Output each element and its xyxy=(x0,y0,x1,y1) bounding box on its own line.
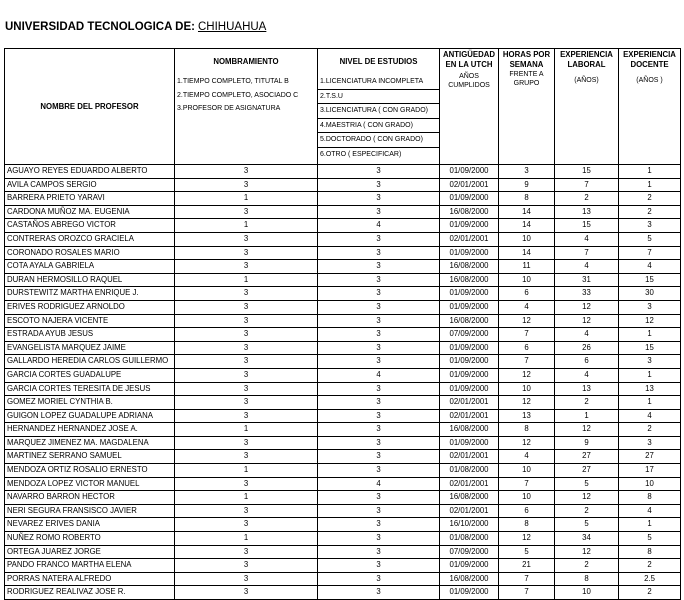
col-header-nombramiento xyxy=(175,49,318,165)
estudios-option: 4.MAESTRIA ( CON GRADO) xyxy=(318,119,439,134)
exp-laboral-value: 1 xyxy=(555,409,619,423)
nombramiento-value: 3 xyxy=(175,178,318,192)
exp-docente-value: 2.5 xyxy=(619,572,681,586)
col-header-exp-docente xyxy=(619,49,681,165)
exp-docente-value: 4 xyxy=(619,409,681,423)
horas-sub: FRENTE A GRUPO xyxy=(509,71,544,87)
university-city: CHIHUAHUA xyxy=(197,21,267,33)
horas-value: 4 xyxy=(499,300,555,314)
estudios-value: 3 xyxy=(318,287,440,301)
nombramiento-value: 3 xyxy=(175,572,318,586)
estudios-option: 3.LICENCIATURA ( CON GRADO) xyxy=(318,104,439,119)
table-row xyxy=(5,532,681,546)
estudios-value: 3 xyxy=(318,355,440,369)
antiguedad-value: 16/08/2000 xyxy=(440,314,499,328)
horas-value: 11 xyxy=(499,260,555,274)
horas-value: 7 xyxy=(499,328,555,342)
antiguedad-value: 01/09/2000 xyxy=(440,341,499,355)
horas-value: 6 xyxy=(499,504,555,518)
estudios-value: 3 xyxy=(318,205,440,219)
teachers-table xyxy=(4,48,681,600)
antiguedad-value: 01/08/2000 xyxy=(440,532,499,546)
estudios-value: 3 xyxy=(318,572,440,586)
col-header-estudios xyxy=(318,49,440,165)
col-header-name: NOMBRE DEL PROFESOR xyxy=(5,49,175,165)
horas-value: 12 xyxy=(499,532,555,546)
table-row xyxy=(5,246,681,260)
estudios-value: 4 xyxy=(318,477,440,491)
exp-laboral-value: 27 xyxy=(555,464,619,478)
teacher-name: ESTRADA AYUB JESUS xyxy=(5,328,175,342)
estudios-value: 3 xyxy=(318,545,440,559)
table-row xyxy=(5,368,681,382)
col-header-horas xyxy=(499,49,555,165)
nombramiento-value: 3 xyxy=(175,504,318,518)
horas-value: 10 xyxy=(499,464,555,478)
table-row xyxy=(5,572,681,586)
table-row xyxy=(5,396,681,410)
table-row xyxy=(5,409,681,423)
nombramiento-value: 3 xyxy=(175,450,318,464)
teacher-name: ORTEGA JUAREZ JORGE xyxy=(5,545,175,559)
teacher-name: MENDOZA LOPEZ VICTOR MANUEL xyxy=(5,477,175,491)
horas-value: 12 xyxy=(499,396,555,410)
horas-value: 10 xyxy=(499,273,555,287)
exp-laboral-value: 12 xyxy=(555,300,619,314)
teacher-name: DURSTEWITZ MARTHA ENRIQUE J. xyxy=(5,287,175,301)
exp-laboral-value: 4 xyxy=(555,368,619,382)
teacher-name: NUÑEZ ROMO ROBERTO xyxy=(5,532,175,546)
estudios-value: 3 xyxy=(318,165,440,179)
exp-laboral-value: 27 xyxy=(555,450,619,464)
antiguedad-sub: AÑOS CUMPLIDOS xyxy=(448,73,490,89)
exp-docente-value: 10 xyxy=(619,477,681,491)
antiguedad-value: 02/01/2001 xyxy=(440,396,499,410)
estudios-value: 3 xyxy=(318,382,440,396)
table-row xyxy=(5,341,681,355)
exp-laboral-value: 2 xyxy=(555,396,619,410)
estudios-value: 3 xyxy=(318,314,440,328)
exp-docente-value: 2 xyxy=(619,192,681,206)
exp-docente-title: EXPERIENCIA DOCENTE xyxy=(623,50,676,69)
antiguedad-value: 01/09/2000 xyxy=(440,165,499,179)
horas-value: 14 xyxy=(499,246,555,260)
exp-laboral-sub: (AÑOS) xyxy=(574,77,599,84)
horas-value: 12 xyxy=(499,436,555,450)
teacher-name: PANDO FRANCO MARTHA ELENA xyxy=(5,559,175,573)
exp-laboral-value: 26 xyxy=(555,341,619,355)
exp-laboral-value: 34 xyxy=(555,532,619,546)
antiguedad-title: ANTIGÜEDAD EN LA UTCH xyxy=(443,50,495,69)
nombramiento-value: 3 xyxy=(175,165,318,179)
exp-docente-value: 3 xyxy=(619,300,681,314)
estudios-value: 3 xyxy=(318,260,440,274)
teacher-name: ESCOTO NAJERA VICENTE xyxy=(5,314,175,328)
antiguedad-value: 01/09/2000 xyxy=(440,246,499,260)
exp-docente-value: 5 xyxy=(619,232,681,246)
estudios-value: 3 xyxy=(318,409,440,423)
nombramiento-value: 1 xyxy=(175,423,318,437)
estudios-value: 3 xyxy=(318,464,440,478)
estudios-value: 4 xyxy=(318,219,440,233)
horas-title: HORAS POR SEMANA xyxy=(502,50,551,69)
nombramiento-options xyxy=(175,75,317,116)
exp-docente-value: 2 xyxy=(619,423,681,437)
exp-laboral-value: 12 xyxy=(555,545,619,559)
table-row xyxy=(5,232,681,246)
estudios-value: 3 xyxy=(318,246,440,260)
nombramiento-value: 1 xyxy=(175,532,318,546)
table-row xyxy=(5,518,681,532)
exp-docente-value: 30 xyxy=(619,287,681,301)
horas-value: 14 xyxy=(499,205,555,219)
antiguedad-value: 01/09/2000 xyxy=(440,559,499,573)
exp-docente-value: 2 xyxy=(619,205,681,219)
horas-value: 12 xyxy=(499,314,555,328)
teacher-name: PORRAS NATERA ALFREDO xyxy=(5,572,175,586)
estudios-value: 3 xyxy=(318,586,440,600)
exp-docente-value: 1 xyxy=(619,518,681,532)
exp-docente-value: 1 xyxy=(619,328,681,342)
exp-laboral-value: 13 xyxy=(555,382,619,396)
teacher-name: GARCIA CORTES TERESITA DE JESUS xyxy=(5,382,175,396)
estudios-value: 3 xyxy=(318,232,440,246)
nombramiento-value: 3 xyxy=(175,232,318,246)
exp-laboral-value: 7 xyxy=(555,246,619,260)
exp-docente-value: 1 xyxy=(619,178,681,192)
table-row xyxy=(5,450,681,464)
nombramiento-value: 1 xyxy=(175,273,318,287)
horas-value: 13 xyxy=(499,409,555,423)
horas-value: 7 xyxy=(499,572,555,586)
nombramiento-title: NOMBRAMIENTO xyxy=(213,57,279,66)
teacher-name: DURAN HERMOSILLO RAQUEL xyxy=(5,273,175,287)
teacher-name: NEVAREZ ERIVES DANIA xyxy=(5,518,175,532)
exp-docente-value: 12 xyxy=(619,314,681,328)
table-row xyxy=(5,165,681,179)
exp-laboral-value: 10 xyxy=(555,586,619,600)
exp-laboral-value: 15 xyxy=(555,219,619,233)
exp-docente-value: 1 xyxy=(619,165,681,179)
exp-laboral-value: 12 xyxy=(555,423,619,437)
exp-laboral-value: 8 xyxy=(555,572,619,586)
estudios-option: 2.T.S.U xyxy=(318,90,439,105)
estudios-value: 3 xyxy=(318,518,440,532)
teacher-name: MARTINEZ SERRANO SAMUEL xyxy=(5,450,175,464)
antiguedad-value: 16/08/2000 xyxy=(440,491,499,505)
exp-docente-value: 1 xyxy=(619,368,681,382)
antiguedad-value: 01/09/2000 xyxy=(440,300,499,314)
antiguedad-value: 01/09/2000 xyxy=(440,192,499,206)
estudios-value: 4 xyxy=(318,368,440,382)
exp-laboral-value: 4 xyxy=(555,232,619,246)
exp-laboral-value: 6 xyxy=(555,355,619,369)
teacher-name: MARQUEZ JIMENEZ MA. MAGDALENA xyxy=(5,436,175,450)
antiguedad-value: 07/09/2000 xyxy=(440,545,499,559)
table-row xyxy=(5,178,681,192)
exp-docente-value: 4 xyxy=(619,260,681,274)
exp-docente-value: 7 xyxy=(619,246,681,260)
nombramiento-value: 3 xyxy=(175,396,318,410)
nombramiento-option: 3.PROFESOR DE ASIGNATURA xyxy=(177,105,281,112)
col-header-exp-laboral xyxy=(555,49,619,165)
teacher-name: COTA AYALA GABRIELA xyxy=(5,260,175,274)
table-row xyxy=(5,273,681,287)
exp-docente-value: 1 xyxy=(619,396,681,410)
horas-value: 7 xyxy=(499,586,555,600)
nombramiento-value: 1 xyxy=(175,219,318,233)
teacher-name: MENDOZA ORTIZ ROSALIO ERNESTO xyxy=(5,464,175,478)
estudios-value: 3 xyxy=(318,273,440,287)
exp-docente-value: 2 xyxy=(619,559,681,573)
estudios-value: 3 xyxy=(318,450,440,464)
col-header-antiguedad xyxy=(440,49,499,165)
estudios-value: 3 xyxy=(318,328,440,342)
teacher-name: NERI SEGURA FRANSISCO JAVIER xyxy=(5,504,175,518)
antiguedad-value: 01/09/2000 xyxy=(440,436,499,450)
table-row xyxy=(5,491,681,505)
exp-docente-value: 8 xyxy=(619,545,681,559)
teacher-name: HERNANDEZ HERNANDEZ JOSE A. xyxy=(5,423,175,437)
exp-docente-value: 17 xyxy=(619,464,681,478)
table-row xyxy=(5,287,681,301)
estudios-value: 3 xyxy=(318,300,440,314)
university-label xyxy=(5,21,266,33)
exp-laboral-title: EXPERIENCIA LABORAL xyxy=(560,50,613,69)
antiguedad-value: 01/09/2000 xyxy=(440,355,499,369)
nombramiento-value: 3 xyxy=(175,382,318,396)
antiguedad-value: 02/01/2001 xyxy=(440,450,499,464)
estudios-value: 3 xyxy=(318,341,440,355)
estudios-value: 3 xyxy=(318,532,440,546)
table-row xyxy=(5,545,681,559)
nombramiento-value: 1 xyxy=(175,464,318,478)
nombramiento-value: 3 xyxy=(175,341,318,355)
teacher-name: BARRERA PRIETO YARAVI xyxy=(5,192,175,206)
exp-docente-value: 15 xyxy=(619,341,681,355)
estudios-value: 3 xyxy=(318,504,440,518)
exp-docente-value: 8 xyxy=(619,491,681,505)
table-row xyxy=(5,559,681,573)
table-row xyxy=(5,464,681,478)
teacher-name: CASTAÑOS ABREGO VICTOR xyxy=(5,219,175,233)
teacher-name: CONTRERAS OROZCO GRACIELA xyxy=(5,232,175,246)
table-body xyxy=(5,165,681,600)
horas-value: 9 xyxy=(499,178,555,192)
antiguedad-value: 16/10/2000 xyxy=(440,518,499,532)
nombramiento-value: 3 xyxy=(175,205,318,219)
report-title xyxy=(0,0,684,1)
horas-value: 6 xyxy=(499,287,555,301)
nombramiento-value: 3 xyxy=(175,545,318,559)
nombramiento-value: 3 xyxy=(175,409,318,423)
horas-value: 5 xyxy=(499,545,555,559)
nombramiento-value: 3 xyxy=(175,300,318,314)
exp-laboral-value: 9 xyxy=(555,436,619,450)
exp-laboral-value: 15 xyxy=(555,165,619,179)
exp-laboral-value: 4 xyxy=(555,328,619,342)
table-row xyxy=(5,300,681,314)
estudios-title: NIVEL DE ESTUDIOS xyxy=(339,57,418,66)
nombramiento-value: 3 xyxy=(175,355,318,369)
antiguedad-value: 02/01/2001 xyxy=(440,504,499,518)
horas-value: 7 xyxy=(499,355,555,369)
nombramiento-value: 3 xyxy=(175,260,318,274)
exp-laboral-value: 2 xyxy=(555,504,619,518)
nombramiento-option: 2.TIEMPO COMPLETO, ASOCIADO C xyxy=(177,91,299,99)
nombramiento-value: 1 xyxy=(175,491,318,505)
estudios-value: 3 xyxy=(318,491,440,505)
nombramiento-value: 3 xyxy=(175,559,318,573)
teacher-name: AGUAYO REYES EDUARDO ALBERTO xyxy=(5,165,175,179)
teacher-name: GALLARDO HEREDIA CARLOS GUILLERMO xyxy=(5,355,175,369)
teacher-name: CORONADO ROSALES MARIO xyxy=(5,246,175,260)
table-row xyxy=(5,436,681,450)
exp-laboral-value: 12 xyxy=(555,491,619,505)
exp-laboral-value: 33 xyxy=(555,287,619,301)
table-row xyxy=(5,328,681,342)
exp-docente-value: 15 xyxy=(619,273,681,287)
table-row xyxy=(5,504,681,518)
teacher-name: GUIGON LOPEZ GUADALUPE ADRIANA xyxy=(5,409,175,423)
estudios-option: 5.DOCTORADO ( CON GRADO) xyxy=(318,133,439,148)
exp-docente-value: 3 xyxy=(619,355,681,369)
teacher-name: AVILA CAMPOS SERGIO xyxy=(5,178,175,192)
exp-laboral-value: 2 xyxy=(555,192,619,206)
horas-value: 12 xyxy=(499,368,555,382)
antiguedad-value: 01/09/2000 xyxy=(440,382,499,396)
table-row xyxy=(5,219,681,233)
table-row xyxy=(5,355,681,369)
antiguedad-value: 02/01/2001 xyxy=(440,477,499,491)
nombramiento-value: 3 xyxy=(175,287,318,301)
antiguedad-value: 01/09/2000 xyxy=(440,368,499,382)
nombramiento-value: 1 xyxy=(175,192,318,206)
antiguedad-value: 01/09/2000 xyxy=(440,287,499,301)
exp-laboral-value: 5 xyxy=(555,477,619,491)
table-row xyxy=(5,382,681,396)
teacher-name: EVANGELISTA MARQUEZ JAIME xyxy=(5,341,175,355)
horas-value: 10 xyxy=(499,382,555,396)
antiguedad-value: 16/08/2000 xyxy=(440,205,499,219)
antiguedad-value: 16/08/2000 xyxy=(440,260,499,274)
horas-value: 10 xyxy=(499,491,555,505)
estudios-option: 1.LICENCIATURA INCOMPLETA xyxy=(318,75,439,90)
nombramiento-value: 3 xyxy=(175,518,318,532)
horas-value: 3 xyxy=(499,165,555,179)
table-row xyxy=(5,423,681,437)
antiguedad-value: 01/09/2000 xyxy=(440,586,499,600)
horas-value: 4 xyxy=(499,450,555,464)
exp-laboral-value: 12 xyxy=(555,314,619,328)
table-row xyxy=(5,260,681,274)
exp-docente-value: 4 xyxy=(619,504,681,518)
estudios-value: 3 xyxy=(318,436,440,450)
estudios-value: 3 xyxy=(318,192,440,206)
teacher-name: GOMEZ MORIEL CYNTHIA B. xyxy=(5,396,175,410)
exp-docente-value: 3 xyxy=(619,436,681,450)
antiguedad-value: 16/08/2000 xyxy=(440,273,499,287)
nombramiento-value: 3 xyxy=(175,368,318,382)
university-label-text: UNIVERSIDAD TECNOLOGICA DE: xyxy=(5,21,195,33)
horas-value: 14 xyxy=(499,219,555,233)
nombramiento-value: 3 xyxy=(175,436,318,450)
antiguedad-value: 01/08/2000 xyxy=(440,464,499,478)
estudios-option: 6.OTRO ( ESPECIFICAR) xyxy=(320,150,402,158)
teacher-name: ERIVES RODRIGUEZ ARNOLDO xyxy=(5,300,175,314)
table-row xyxy=(5,314,681,328)
exp-laboral-value: 5 xyxy=(555,518,619,532)
nombramiento-value: 3 xyxy=(175,314,318,328)
nombramiento-value: 3 xyxy=(175,328,318,342)
teacher-name: GARCIA CORTES GUADALUPE xyxy=(5,368,175,382)
exp-laboral-value: 4 xyxy=(555,260,619,274)
exp-laboral-value: 31 xyxy=(555,273,619,287)
estudios-value: 3 xyxy=(318,423,440,437)
antiguedad-value: 07/09/2000 xyxy=(440,328,499,342)
exp-laboral-value: 2 xyxy=(555,559,619,573)
table-row xyxy=(5,205,681,219)
nombramiento-value: 3 xyxy=(175,246,318,260)
teacher-name: NAVARRO BARRON HECTOR xyxy=(5,491,175,505)
exp-laboral-value: 7 xyxy=(555,178,619,192)
antiguedad-value: 02/01/2001 xyxy=(440,409,499,423)
horas-value: 10 xyxy=(499,232,555,246)
antiguedad-value: 02/01/2001 xyxy=(440,232,499,246)
exp-docente-sub: (AÑOS ) xyxy=(636,77,663,84)
estudios-value: 3 xyxy=(318,396,440,410)
estudios-value: 3 xyxy=(318,178,440,192)
estudios-options xyxy=(318,75,439,161)
estudios-value: 3 xyxy=(318,559,440,573)
antiguedad-value: 02/01/2001 xyxy=(440,178,499,192)
antiguedad-value: 16/08/2000 xyxy=(440,572,499,586)
nombramiento-value: 3 xyxy=(175,586,318,600)
exp-docente-value: 2 xyxy=(619,586,681,600)
nombramiento-value: 3 xyxy=(175,477,318,491)
nombramiento-option: 1.TIEMPO COMPLETO, TITUTAL B xyxy=(177,78,289,85)
exp-laboral-value: 13 xyxy=(555,205,619,219)
antiguedad-value: 16/08/2000 xyxy=(440,423,499,437)
horas-value: 8 xyxy=(499,423,555,437)
table-row xyxy=(5,477,681,491)
teacher-name: RODRIGUEZ REALIVAZ JOSE R. xyxy=(5,586,175,600)
exp-docente-value: 5 xyxy=(619,532,681,546)
table-row xyxy=(5,586,681,600)
horas-value: 8 xyxy=(499,518,555,532)
table-row xyxy=(5,192,681,206)
horas-value: 8 xyxy=(499,192,555,206)
exp-docente-value: 13 xyxy=(619,382,681,396)
exp-docente-value: 3 xyxy=(619,219,681,233)
horas-value: 7 xyxy=(499,477,555,491)
horas-value: 21 xyxy=(499,559,555,573)
antiguedad-value: 01/09/2000 xyxy=(440,219,499,233)
teacher-name: CARDONA MUÑOZ MA. EUGENIA xyxy=(5,205,175,219)
horas-value: 6 xyxy=(499,341,555,355)
exp-docente-value: 27 xyxy=(619,450,681,464)
